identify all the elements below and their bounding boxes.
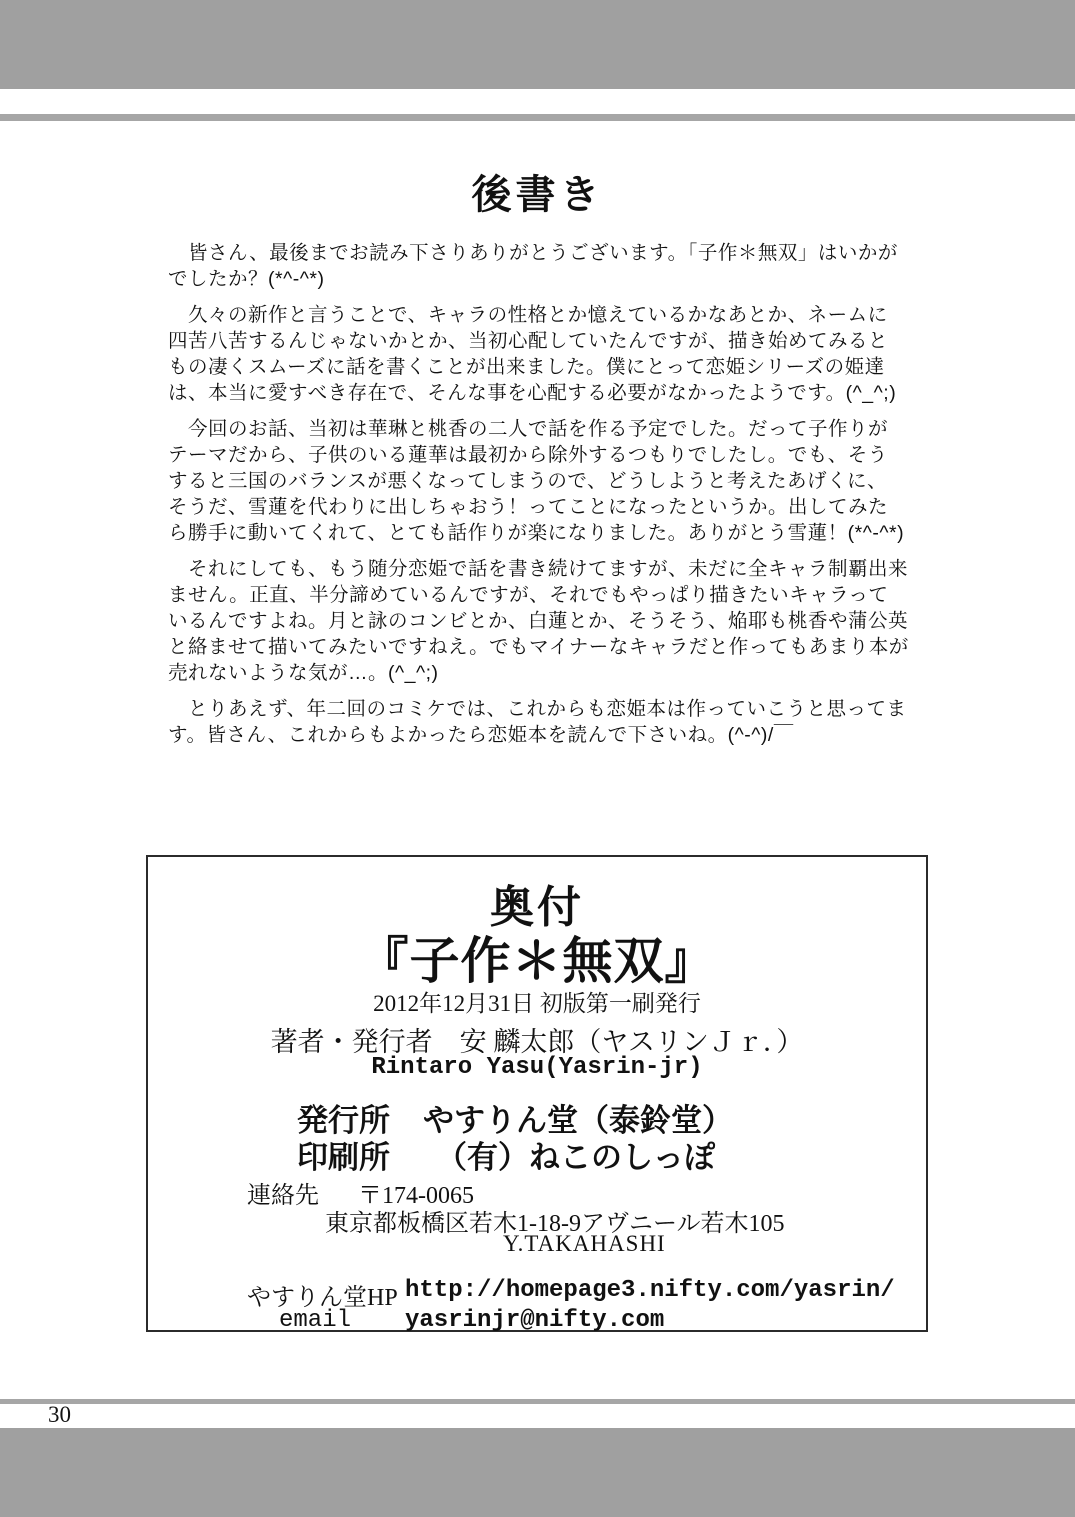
afterword-body: [168, 230, 928, 758]
top-divider-rule: [0, 114, 1075, 121]
contact-label: 連絡先: [247, 1183, 319, 1209]
text-line: は、本当に愛すべき存在で、そんな事を心配する必要がなかったようです。(^_^;): [168, 382, 897, 404]
text-line: 今回のお話、当初は華琳と桃香の二人で話を作る予定でした。だって子作りが: [168, 418, 889, 440]
homepage-label: やすりん堂HP: [247, 1285, 398, 1311]
print-date: 2012年12月31日 初版第一刷発行: [373, 991, 701, 1016]
text-line: 売れないような気が…。(^_^;): [168, 662, 439, 684]
bottom-gray-band: [0, 1428, 1075, 1517]
text-line: 久々の新作と言うことで、キャラの性格とか憶えているかなあとか、ネームに: [168, 304, 888, 326]
printer-label: 印刷所: [297, 1140, 390, 1175]
page-title: 後書き: [471, 172, 604, 217]
colophon-box: [146, 855, 928, 1332]
text-line: いるんですよね。月と詠のコンビとか、白蓮とか、そうそう、焔耶も桃香や蒲公英: [168, 610, 909, 632]
text-line: と絡ませて描いてみたいですねえ。でもマイナーなキャラだと作ってもあまり本が: [168, 636, 909, 658]
text-line: ません。正直、半分諦めているんですが、それでもやっぱり描きたいキャラって: [168, 584, 889, 606]
email-label: email: [279, 1307, 352, 1334]
text-line: テーマだから、子供のいる蓮華は最初から除外するつもりでしたし。でも、そう: [168, 444, 888, 466]
text-line: それにしても、もう随分恋姫で話を書き続けてますが、未だに全キャラ制覇出来: [168, 558, 909, 580]
text-line: とりあえず、年二回のコミケでは、これからも恋姫本は作っていこうと思ってま: [168, 698, 907, 720]
text-line: そうだ、雪蓮を代わりに出しちゃおう！ってことになったというか。出してみた: [168, 496, 889, 518]
homepage-url: http://homepage3.nifty.com/yasrin/: [405, 1277, 895, 1304]
book-title: 『子作＊無双』: [358, 933, 716, 989]
publisher-label: 発行所: [297, 1103, 390, 1138]
contact-name: Y.TAKAHASHI: [503, 1231, 666, 1256]
printer-value: （有）ねこのしっぽ: [436, 1140, 715, 1175]
colophon-heading: 奥付: [490, 883, 584, 932]
bottom-divider-rule: [0, 1399, 1075, 1404]
text-line: もの凄くスムーズに話を書くことが出来ました。僕にとって恋姫シリーズの姫達: [168, 356, 885, 378]
postal-code: 〒174-0065: [358, 1183, 474, 1209]
author-line: 著者・発行者 安 麟太郎（ヤスリンＪｒ．）: [270, 1027, 804, 1057]
text-line: すると三国のバランスが悪くなってしまうので、どうしようと考えたあげくに、: [168, 470, 888, 492]
text-line: 皆さん、最後までお読み下さりありがとうございます。「子作＊無双」はいかが: [168, 242, 898, 264]
email-address: yasrinjr@nifty.com: [405, 1307, 665, 1334]
text-line: でしたか？(*^-^*): [168, 268, 325, 290]
author-romaji: Rintaro Yasu(Yasrin-jr): [371, 1054, 703, 1081]
publisher-value: やすりん堂（泰鈴堂）: [423, 1103, 733, 1138]
address-line: 東京都板橋区若木1-18-9アヴニール若木105: [325, 1211, 785, 1237]
page-number: 30: [48, 1402, 71, 1427]
text-line: ら勝手に動いてくれて、とても話作りが楽になりました。ありがとう雪蓮！(*^-^*): [168, 522, 905, 544]
top-gray-band: [0, 0, 1075, 89]
text-line: す。皆さん、これからもよかったら恋姫本を読んで下さいね。(^-^)/￣: [168, 724, 794, 746]
text-line: 四苦八苦するんじゃないかとか、当初心配していたんですが、描き始めてみると: [168, 330, 889, 352]
